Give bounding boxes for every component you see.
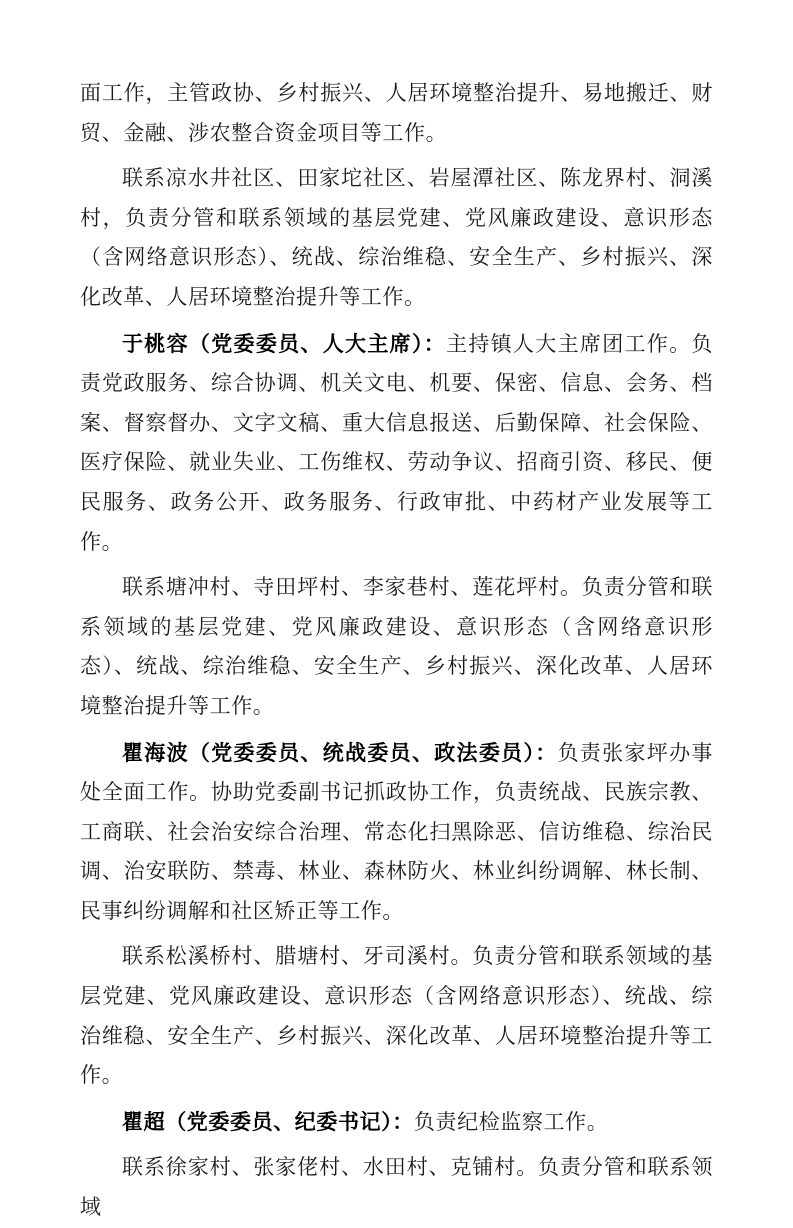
paragraph (80, 1148, 713, 1227)
paragraph-text: 面工作，主管政协、乡村振兴、人居环境整治提升、易地搬迁、财贸、金融、涉农整合资金项目等工作。 (80, 81, 713, 145)
paragraph (80, 159, 713, 317)
paragraph-text: 负责张家坪办事处全面工作。协助党委副书记抓政协工作，负责统战、民族宗教、工商联、社会治安综合治理、常态化扫黑除恶、信访维稳、综治民调、治安联防、禁毒、林业、森林防火、林业纠纷调解、林长制、民事纠纷调解和社区矫正等工作。 (80, 740, 713, 923)
person-heading: 于桃容（党委委员、人大主席）： (122, 330, 447, 356)
paragraph (80, 324, 713, 563)
person-heading: 瞿海波（党委委员、统战委员、政法委员）： (122, 739, 558, 765)
paragraph (80, 568, 713, 726)
paragraph (80, 1102, 713, 1143)
paragraph-text: 联系塘冲村、寺田坪村、李家巷村、莲花坪村。负责分管和联系领域的基层党建、党风廉政建设、意识形态（含网络意识形态）、统战、综治维稳、安全生产、乡村振兴、深化改革、人居环境整治提升等工作。 (80, 575, 713, 718)
paragraph-text: 负责纪检监察工作。 (413, 1109, 609, 1134)
paragraph-text: 联系凉水井社区、田家坨社区、岩屋潭社区、陈龙界村、洞溪村，负责分管和联系领域的基层党建、党风廉政建设、意识形态（含网络意识形态）、统战、综治维稳、安全生产、乡村振兴、深化改革、人居环境整治提升等工作。 (80, 166, 713, 309)
paragraph (80, 937, 713, 1095)
person-heading: 瞿超（党委委员、纪委书记）： (122, 1108, 414, 1134)
paragraph-text: 联系松溪桥村、腊塘村、牙司溪村。负责分管和联系领域的基层党建、党风廉政建设、意识形态（含网络意识形态）、统战、综治维稳、安全生产、乡村振兴、深化改革、人居环境整治提升等工作。 (80, 944, 713, 1088)
paragraph-text: 主持镇人大主席团工作。负责党政服务、综合协调、机关文电、机要、保密、信息、会务、档案、督察督办、文字文稿、重大信息报送、后勤保障、社会保险、医疗保险、就业失业、工伤维权、劳动争议、招商引资、移民、便民服务、政务公开、政务服务、行政审批、中药材产业发展等工作。 (80, 331, 714, 554)
paragraph (80, 74, 713, 153)
paragraph (80, 733, 713, 932)
paragraph-text: 联系徐家村、张家佬村、水田村、克铺村。负责分管和联系领域 (80, 1155, 713, 1220)
